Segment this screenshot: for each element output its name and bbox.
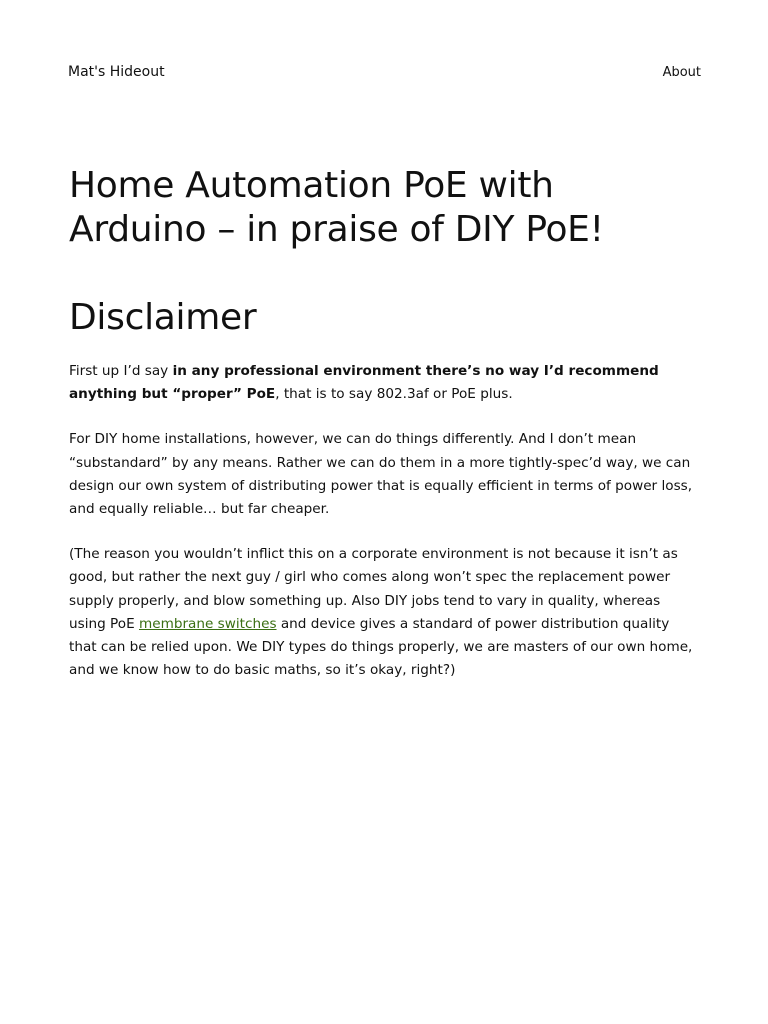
paragraph-1-text-end: , that is to say 802.3af or PoE plus. <box>275 386 513 403</box>
site-title-link[interactable]: Mat's Hideout <box>68 64 165 80</box>
paragraph-1-text-start: First up I’d say <box>69 363 173 379</box>
paragraph-2: For DIY home installations, however, we can do things differently. And I don’t mean “substandard” by any means. Rather we can do them in a more tightly-spec’d way, we can design our own system of distributing power that is equally efficient in terms of power loss, and equally reliable… but far cheaper. <box>69 431 693 518</box>
paragraph-1-bold-text: in any professional environment there’s no way I’d recommend anything but “proper” PoE <box>69 363 659 403</box>
paragraph-3 <box>69 543 701 682</box>
site-header <box>68 60 701 84</box>
paragraph-1 <box>69 360 701 406</box>
nav-about-link[interactable]: About <box>662 64 701 80</box>
post-content <box>69 164 701 682</box>
section-heading-disclaimer: Disclaimer <box>69 297 257 338</box>
membrane-switches-link[interactable]: membrane switches <box>138 615 277 632</box>
paragraph-3-text-end: and device gives a standard of power distribution quality that can be relied upon. We DIY types do things properly, we are masters of our own home, and we know how to do basic maths, so it’s okay, right?) <box>69 615 693 679</box>
post-title: Home Automation PoE with Arduino – in praise of DIY PoE! <box>69 165 604 250</box>
paragraph-3-text-start: (The reason you wouldn’t inflict this on a corporate environment is not because it isn’t as good, but rather the next guy / girl who comes along won’t spec the replacement power supply properly, and blow something up. Also DIY jobs tend to vary in quality, whereas using PoE <box>69 546 678 632</box>
